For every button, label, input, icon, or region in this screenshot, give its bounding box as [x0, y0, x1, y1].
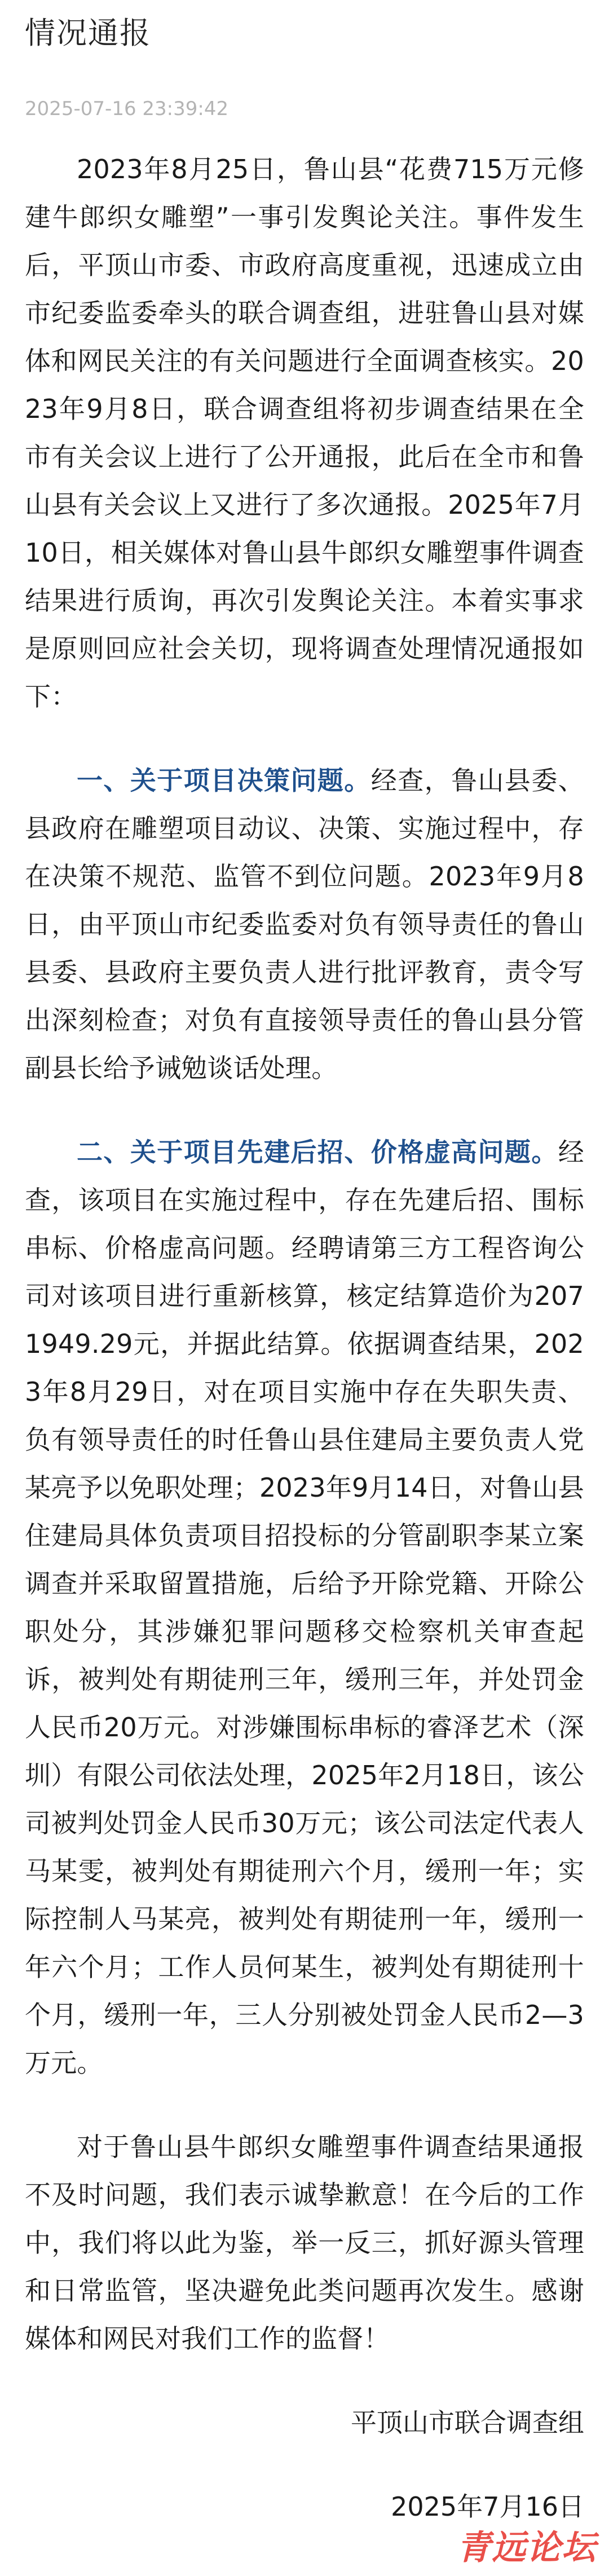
signature-org: 平顶山市联合调查组 — [351, 2407, 584, 2438]
paragraph-closing — [25, 2123, 584, 2363]
section-1-text: 经查，鲁山县委、县政府在雕塑项目动议、决策、实施过程中，存在决策不规范、监管不到位问题。2023年9月8日，由平顶山市纪委监委对负有领导责任的鲁山县委、县政府主要负责人进行批评教育，责令写出深刻检查；对负有直接领导责任的鲁山县分管副县长给予诫勉谈话处理。 — [25, 765, 584, 1083]
section-2-heading: 二、关于项目先建后招、价格虚高问题。 — [77, 1137, 558, 1167]
paragraph-section-2 — [25, 1128, 584, 2087]
paragraph-section-1 — [25, 757, 584, 1092]
paragraph-closing-text: 对于鲁山县牛郎织女雕塑事件调查结果通报不及时问题，我们表示诚挚歉意！在今后的工作中，我们将以此为鉴，举一反三，抓好源头管理和日常监管，坚决避免此类问题再次发生。感谢媒体和网民对我们工作的监督！ — [25, 2132, 584, 2354]
paragraph-intro — [25, 145, 584, 721]
paragraph-intro-text: 2023年8月25日，鲁山县“花费715万元修建牛郎织女雕塑”一事引发舆论关注。事件发生后，平顶山市委、市政府高度重视，迅速成立由市纪委监委牵头的联合调查组，进驻鲁山县对媒体和网民关注的有关问题进行全面调查核实。2023年9月8日，联合调查组将初步调查结果在全市有关会议上进行了公开通报，此后在全市和鲁山县有关会议上又进行了多次通报。2025年7月10日，相关媒体对鲁山县牛郎织女雕塑事件调查结果进行质询，再次引发舆论关注。本着实事求是原则回应社会关切，现将调查处理情况通报如下： — [25, 154, 584, 712]
section-1-heading: 一、关于项目决策问题。 — [77, 765, 371, 796]
section-2-text: 经查，该项目在实施过程中，存在先建后招、围标串标、价格虚高问题。经聘请第三方工程咨询公司对该项目进行重新核算，核定结算造价为2071949.29元，并据此结算。依据调查结果，2023年8月29日，对在项目实施中存在失职失责、负有领导责任的时任鲁山县住建局主要负责人党某亮予以免职处理；2023年9月14日，对鲁山县住建局具体负责项目招投标的分管副职李某立案调查并采取留置措施，后给予开除党籍、开除公职处分，其涉嫌犯罪问题移交检察机关审查起诉，被判处有期徒刑三年，缓刑三年，并处罚金人民币20万元。对涉嫌围标串标的睿泽艺术（深圳）有限公司依法处理，2025年2月18日，该公司被判处罚金人民币30万元；该公司法定代表人马某雯，被判处有期徒刑六个月，缓刑一年；实际控制人马某亮，被判处有期徒刑一年，缓刑一年六个月；工作人员何某生，被判处有期徒刑十个月，缓刑一年，三人分别被处罚金人民币2—3万元。 — [25, 1137, 584, 2078]
publish-timestamp: 2025-07-16 23:39:42 — [25, 98, 229, 120]
page-title: 情况通报 — [25, 15, 151, 51]
signature-date: 2025年7月16日 — [391, 2491, 584, 2522]
article-body — [25, 145, 584, 2531]
site-watermark: 青远论坛 — [457, 2528, 597, 2568]
